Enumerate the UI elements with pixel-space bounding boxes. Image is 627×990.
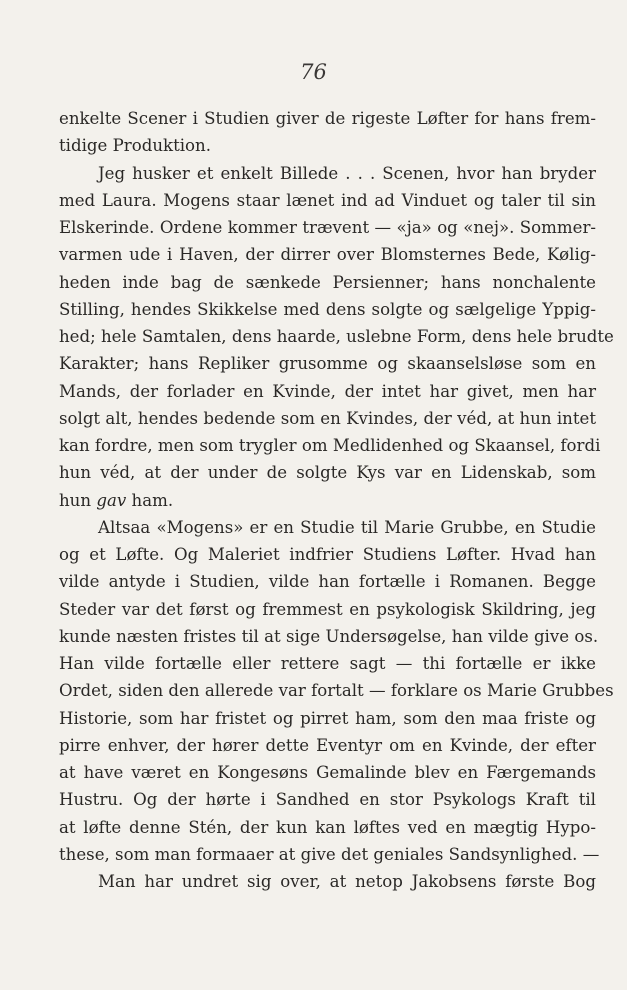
text-line: pirre enhver, der hører dette Eventyr om en Kvinde, der efter (59, 735, 596, 755)
text-line: hun véd, at der under de solgte Kys var en Lidenskab, som (59, 463, 596, 483)
text-fragment: ham. (126, 490, 174, 510)
text-line: Altsaa «Mogens» er en Studie til Marie Grubbe, en Studie (98, 517, 596, 537)
text-line: enkelte Scener i Studien giver de rigeste Løfter for hans frem- (59, 109, 596, 128)
text-line: solgt alt, hendes bedende som en Kvindes, der véd, at hun intet (59, 408, 596, 428)
text-line: at løfte denne Stén, der kun kan løftes ved en mægtig Hypo- (59, 817, 596, 837)
text-line: Jeg husker et enkelt Billede . . . Scenen, hvor han bryder (98, 163, 596, 183)
text-line (59, 487, 596, 514)
text-line: Man har undret sig over, at netop Jakobsens første Bog (98, 872, 596, 891)
text-line: kan fordre, men som trygler om Medlidenhed og Skaansel, fordi (59, 436, 601, 455)
text-line: hed; hele Samtalen, dens haarde, uslebne Form, dens hele brudte (59, 327, 614, 346)
text-line: kunde næsten fristes til at sige Undersøgelse, han vilde give os. (59, 626, 599, 646)
paragraph-3 (59, 514, 596, 541)
text-line: med Laura. Mogens staar lænet ind ad Vinduet og taler til sin (59, 190, 596, 210)
text-line: Mands, der forlader en Kvinde, der intet har givet, men har (59, 381, 596, 401)
text-line: Historie, som har fristet og pirret ham, som den maa friste og (59, 708, 596, 728)
text-line: og et Løfte. Og Maleriet indfrier Studiens Løfter. Hvad han (59, 545, 596, 564)
text-line: Steder var det først og fremmest en psykologisk Skildring, jeg (59, 599, 596, 619)
text-line: Hustru. Og der hørte i Sandhed en stor Psykologs Kraft til (59, 790, 596, 810)
text-fragment: hun (59, 490, 97, 510)
text-line: these, som man formaaer at give det geniales Sandsynlighed. — (59, 844, 600, 864)
text-line: Karakter; hans Repliker grusomme og skaanselsløse som en (59, 354, 596, 374)
paragraph-1 (59, 105, 596, 160)
paragraph-2-cont (59, 187, 614, 514)
text-line: at have været en Kongesøns Gemalinde blev en Færgemands (59, 763, 596, 782)
paragraph-2 (59, 160, 596, 187)
body-text (59, 105, 614, 895)
text-line: heden inde bag de sænkede Persienner; hans nonchalente (59, 272, 596, 292)
text-line: varmen ude i Haven, der dirrer over Blomsternes Bede, Kølig- (59, 245, 596, 265)
text-line: Han vilde fortælle eller rettere sagt — thi fortælle er ikke (59, 654, 596, 673)
text-line: tidige Produktion. (59, 136, 212, 156)
emphasis-word: gav (96, 490, 127, 510)
text-line: Ordet, siden den allerede var fortalt — forklare os Marie Grubbes (59, 681, 614, 701)
page-number: 76 (300, 60, 327, 84)
text-line: Elskerinde. Ordene kommer trævent — «ja» og «nej». Sommer- (59, 218, 596, 237)
text-line: vilde antyde i Studien, vilde han fortælle i Romanen. Begge (59, 572, 596, 592)
paragraph-3-cont (59, 541, 614, 868)
text-line: Stilling, hendes Skikkelse med dens solgte og sælgelige Yppig- (59, 299, 596, 319)
paragraph-4 (59, 868, 596, 895)
